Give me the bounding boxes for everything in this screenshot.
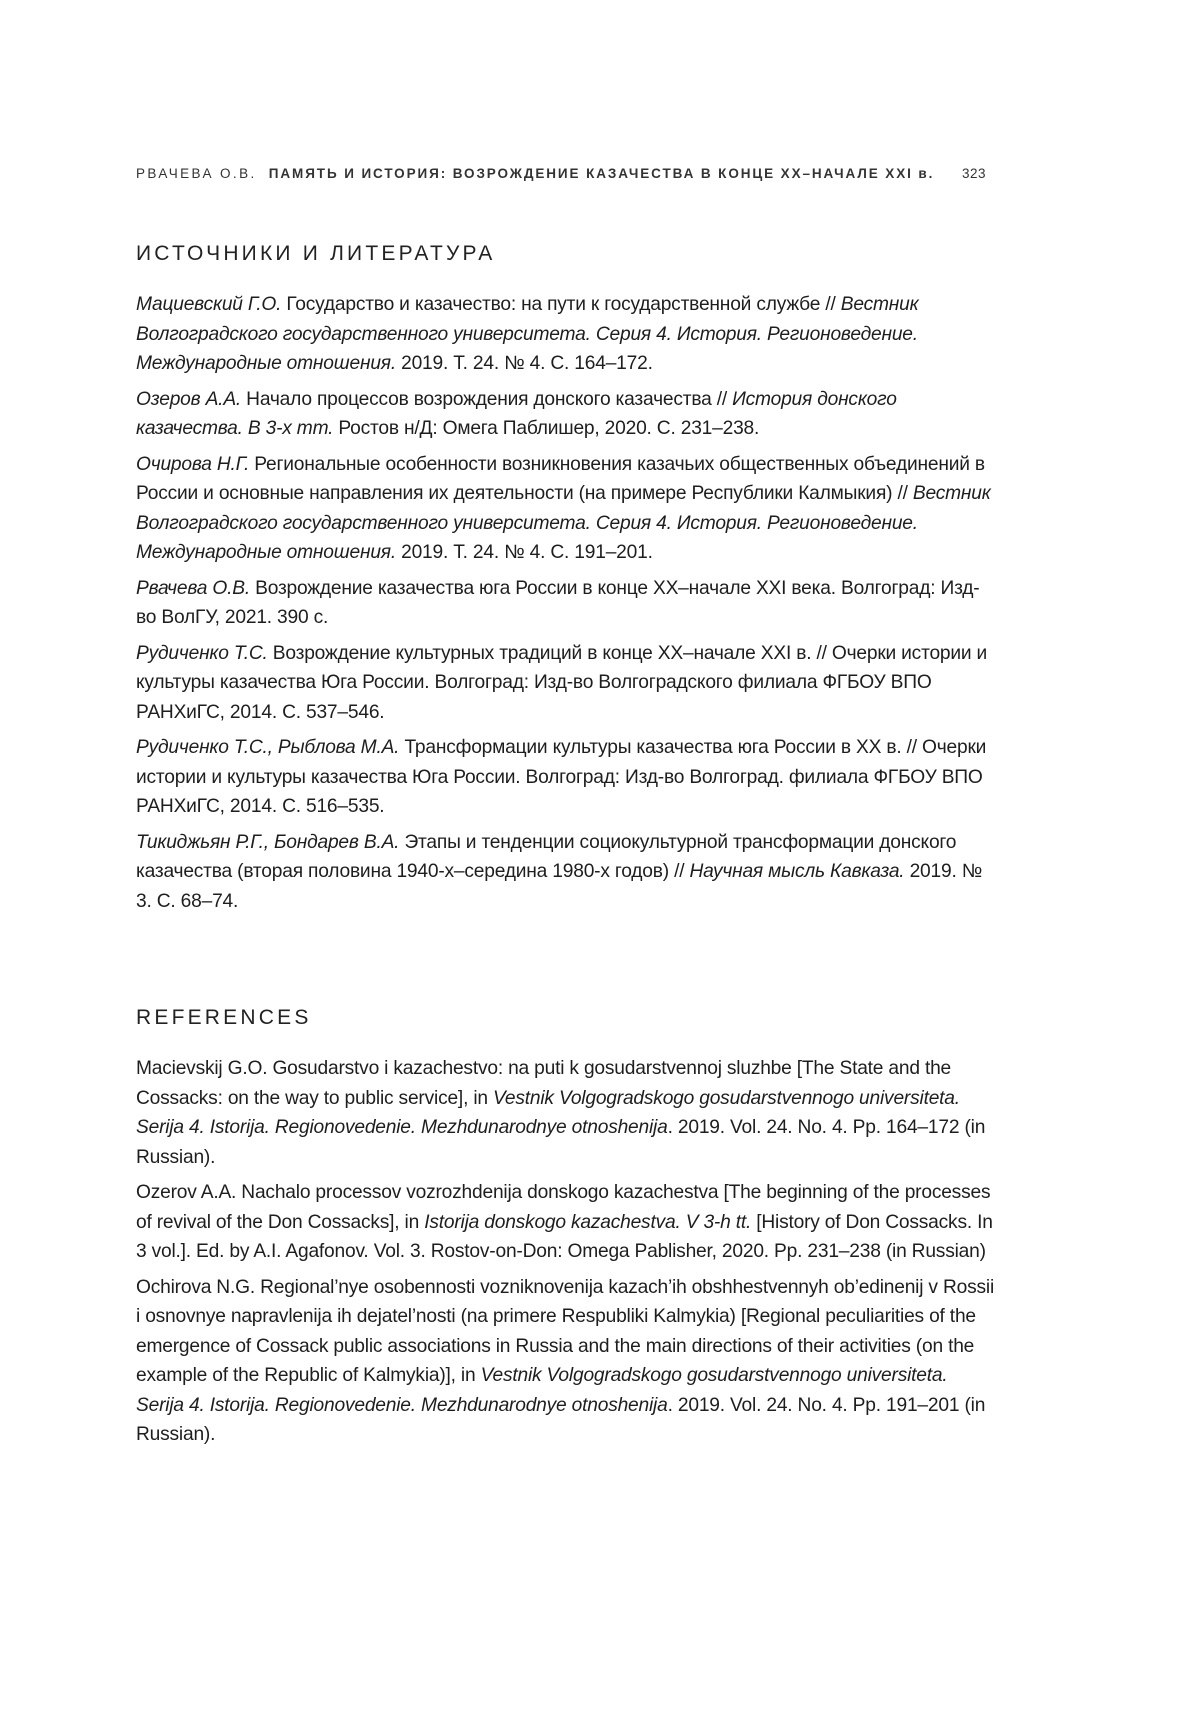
- source-entry: [136, 733, 994, 822]
- source-journal: Вестник Волгоградского государственного университета. Серия 4. История. Регионоведение. Международные отношения.: [136, 483, 991, 563]
- reference-details: . 2019. Vol. 24. No. 4. Pp. 164–172 (in Russian).: [136, 1117, 986, 1168]
- source-entry: [136, 639, 994, 728]
- source-entry: [136, 385, 994, 444]
- reference-text: Macievskij G.O. Gosudarstvo i kazachestvo: na puti k gosudarstvennoj sluzhbe [The State and the Cossacks: on the way to public service], in: [136, 1058, 952, 1109]
- source-journal: Научная мысль Кавказа.: [689, 861, 905, 882]
- source-text: Этапы и тенденции социокультурной трансформации донского казачества (вторая половина 1940-х–середина 1980-х годов) //: [136, 831, 957, 882]
- running-head-title: ПАМЯТЬ И ИСТОРИЯ: ВОЗРОЖДЕНИЕ КАЗАЧЕСТВА В КОНЦЕ XX–НАЧАЛЕ XXI в.: [268, 166, 935, 181]
- reference-details: [History of Don Cossacks. In 3 vol.]. Ed. by A.I. Agafonov. Vol. 3. Rostov-on-Don: Omega Pablisher, 2020. Pp. 231–238 (in Russian): [136, 1211, 993, 1262]
- reference-details: . 2019. Vol. 24. No. 4. Pp. 191–201 (in Russian).: [136, 1394, 986, 1445]
- reference-entry: [136, 1273, 994, 1450]
- reference-text: Ochirova N.G. Regional’nye osobennosti vozniknovenija kazach’ih obshhestvennyh ob’edinenij v Rossii i osnovnye napravlenija ih dejatel’nosti (na primere Respubliki Kalmykia) [Regional peculiarities of the emergence of Cossack public associations in Russia and the main directions of their activities (on the example of the Republic of Kalmykia)], in: [136, 1276, 995, 1386]
- source-author: Рудиченко Т.С.: [136, 642, 268, 664]
- source-text: Региональные особенности возникновения казачьих общественных объединений в России и основные направления их деятельности (на примере Республики Калмыкия) //: [136, 453, 985, 504]
- source-entry: [136, 450, 994, 568]
- source-author: Мациевский Г.О.: [136, 294, 282, 315]
- source-text: Возрождение культурных традиций в конце XX–начале XXI в. // Очерки истории и культуры казачества Юга России. Волгоград: Изд-во Волгоградского филиала ФГБОУ ВПО РАНХиГС, 2014. С. 537–546.: [136, 642, 988, 723]
- reference-entry: [136, 1178, 994, 1267]
- source-entry: [136, 574, 994, 633]
- source-journal: История донского казачества. В 3-х тт.: [136, 388, 897, 439]
- source-author: Рудиченко Т.С., Рыблова М.А.: [136, 737, 400, 758]
- source-details: 2019. Т. 24. № 4. С. 191–201.: [395, 542, 653, 563]
- source-details: 2019. Т. 24. № 4. С. 164–172.: [395, 353, 653, 374]
- reference-text: Ozerov A.A. Nachalo processov vozrozhdenija donskogo kazachestva [The beginning of the processes of revival of the Don Cossacks], in: [136, 1182, 991, 1233]
- reference-journal: Vestnik Volgogradskogo gosudarstvennogo universiteta. Serija 4. Istorija. Regionovedenie. Mezhdunarodnye otnoshenija: [136, 1365, 948, 1416]
- source-journal: Вестник Волгоградского государственного университета. Серия 4. История. Регионоведение. Международные отношения.: [136, 294, 919, 374]
- source-text: Трансформации культуры казачества юга России в XX в. // Очерки истории и культуры казачества Юга России. Волгоград: Изд-во Волгоград. филиала ФГБОУ ВПО РАНХиГС, 2014. С. 516–535.: [136, 737, 987, 817]
- reference-journal: Vestnik Volgogradskogo gosudarstvennogo universiteta. Serija 4. Istorija. Regionovedenie. Mezhdunarodnye otnoshenija: [136, 1087, 960, 1138]
- source-text: Государство и казачество: на пути к государственной службе //: [281, 294, 841, 315]
- source-entry: [136, 290, 994, 379]
- reference-journal: Istorija donskogo kazachestva. V 3-h tt.: [424, 1211, 752, 1233]
- source-author: Очирова Н.Г.: [136, 453, 250, 475]
- source-text: Начало процессов возрождения донского казачества //: [241, 388, 733, 410]
- running-head: [136, 166, 986, 186]
- source-author: Тикиджьян Р.Г., Бондарев В.А.: [136, 831, 400, 853]
- reference-entry: [136, 1054, 994, 1172]
- page-number: 323: [961, 166, 986, 181]
- source-details: 2019. № 3. С. 68–74.: [136, 861, 983, 912]
- sources-heading: ИСТОЧНИКИ И ЛИТЕРАТУРА: [136, 242, 496, 265]
- references-list: [136, 1054, 994, 1456]
- source-text: Возрождение казачества юга России в конце XX–начале XXI века. Волгоград: Изд-во ВолГУ, 2021. 390 с.: [136, 577, 980, 628]
- source-author: Рвачева О.В.: [136, 577, 250, 599]
- references-heading: REFERENCES: [136, 1006, 312, 1029]
- source-entry: [136, 828, 994, 917]
- sources-list: [136, 290, 994, 922]
- source-author: Озеров А.А.: [136, 388, 242, 410]
- source-details: Ростов н/Д: Омега Паблишер, 2020. С. 231–238.: [333, 418, 760, 439]
- running-head-author: РВАЧЕВА О.В.: [136, 166, 257, 181]
